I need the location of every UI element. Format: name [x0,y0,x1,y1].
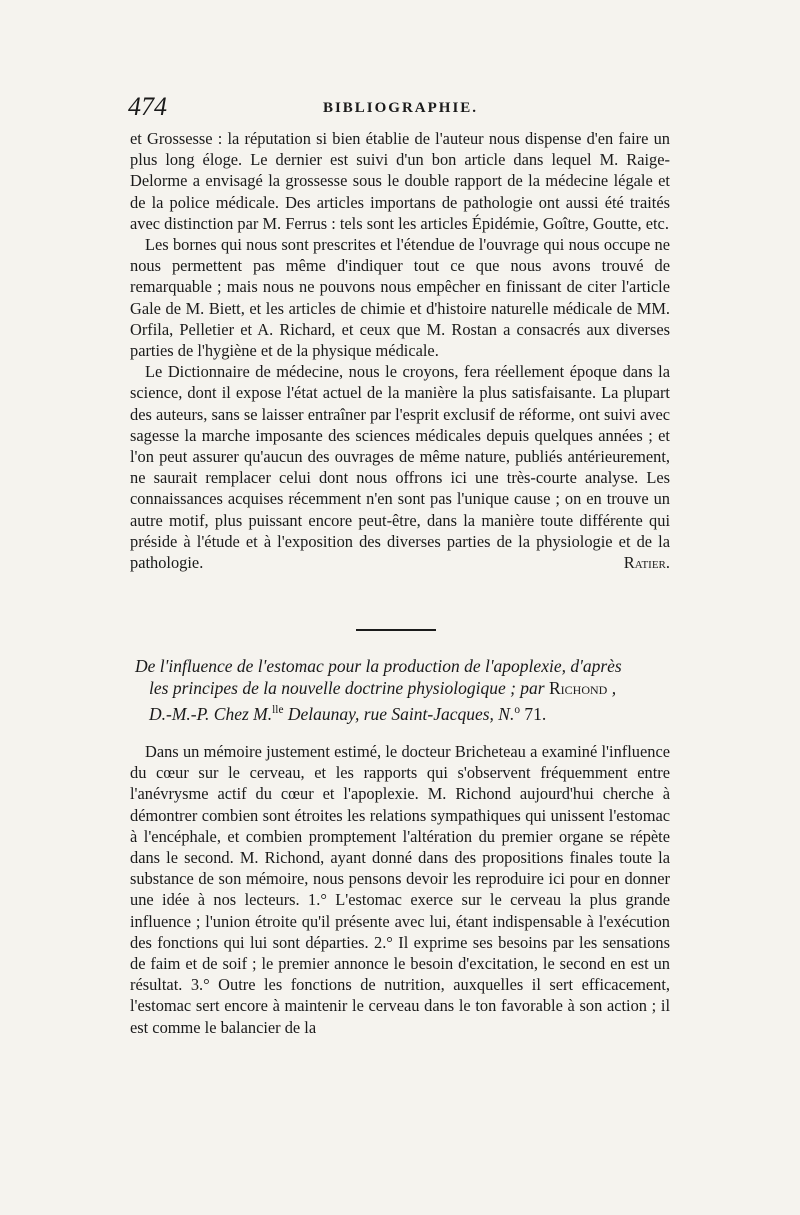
title-superscript: o [514,704,521,716]
title-superscript: lle [272,704,284,716]
paragraph [130,361,670,573]
paragraph: et Grossesse : la réputation si bien établie de l'auteur nous dispense d'en faire un plus long éloge. Le dernier est suivi d'un bon article dans lequel M. Raige-Delorme a envisagé la grossesse sous le double rapport de la médecine légale et de la police médicale. Des articles importans de pathologie ont aussi été traités avec distinction par M. Ferrus : tels sont les articles Épidémie, Goître, Goutte, etc. [130,129,670,233]
paragraph: Les bornes qui nous sont prescrites et l'étendue de l'ouvrage qui nous occupe ne nous permettent pas même d'indiquer tout ce que nous avons trouvé de remarquable ; mais nous ne pouvons nous empêcher en finissant de citer l'article Gale de M. Biett, et les articles de chimie et d'histoire naturelle médicale de MM. Orfila, Pelletier et A. Richard, et ceux que M. Rostan a consacrés aux diverses parties de l'hygiène et de la physique médicale. [130,235,670,361]
title-line: les principes de la nouvelle doctrine physiologique ; par [149,678,545,698]
title-line: Delaunay, rue Saint-Jacques, N. [287,703,515,724]
page-header [128,92,673,126]
running-head: BIBLIOGRAPHIE. [322,100,479,116]
title-line: De l'influence de l'estomac pour la production de l'apoplexie, d'après [135,656,622,676]
paragraph-text: Le Dictionnaire de médecine, nous le croyons, fera réellement époque dans la science, dont il expose l'état actuel de la manière la plus satisfaisante. La plupart des auteurs, sans se laisser entraîner par l'esprit exclusif de réforme, ont suivi avec sagesse la marche imposante des sciences médicales depuis quelques années ; et l'on peut assurer qu'aucun des ouvrages de même nature, publiés antérieurement, ne saurait remplacer celui dont nous offrons ici une très-courte analyse. Les connaissances acquises récemment n'en sont pas l'unique cause ; on en trouve un autre motif, plus puissant encore peut-être, dans la manière toute différente qui préside à l'étude et à l'exposition des diverses parties de la physiologie et de la pathologie. [130,362,670,573]
section-divider [356,629,436,631]
title-author: Richond [549,678,608,698]
title-number: 71. [524,703,547,724]
author-signature: Ratier. [623,553,670,573]
article-body [130,741,670,1038]
page-number: 474 [128,92,167,121]
article-title: De l'influence de l'estomac pour la production de l'apoplexie, d'après les principes de la nouvelle doctrine physiologique ; par Richond , D.-M.-P. Chez M.$^{lle}$ Delaunay, rue Saint-Jacques, N.$^o$ 71. [135,656,622,724]
paragraph: Dans un mémoire justement estimé, le docteur Bricheteau a examiné l'influence du cœur sur le cerveau, et les rapports qui s'observent fréquemment entre l'anévrysme actif du cœur et l'apoplexie. M. Richond aujourd'hui cherche à démontrer combien sont étroites les relations sympathiques qui unissent l'estomac à l'encéphale, et combien promptement l'altération du premier organe se répète dans le second. M. Richond, ayant donné dans des propositions finales toute la substance de son mémoire, nous pensons devoir les reproduire ici pour en donner une idée à nos lecteurs. 1.° L'estomac exerce sur le cerveau la plus grande influence ; l'union étroite qu'il présente avec lui, étant indispensable à l'exécution des fonctions qui lui sont départies. 2.° Il exprime ses besoins par les sensations de faim et de soif ; le premier annonce le besoin d'excitation, le second en est un résultat. 3.° Outre les fonctions de nutrition, auxquelles il sert efficacement, l'estomac sert encore à maintenir le cerveau dans le ton favorable à son action ; il est comme le balancier de la [130,742,670,1037]
review-body [130,128,670,573]
title-line: D.-M.-P. Chez M. [149,703,273,724]
